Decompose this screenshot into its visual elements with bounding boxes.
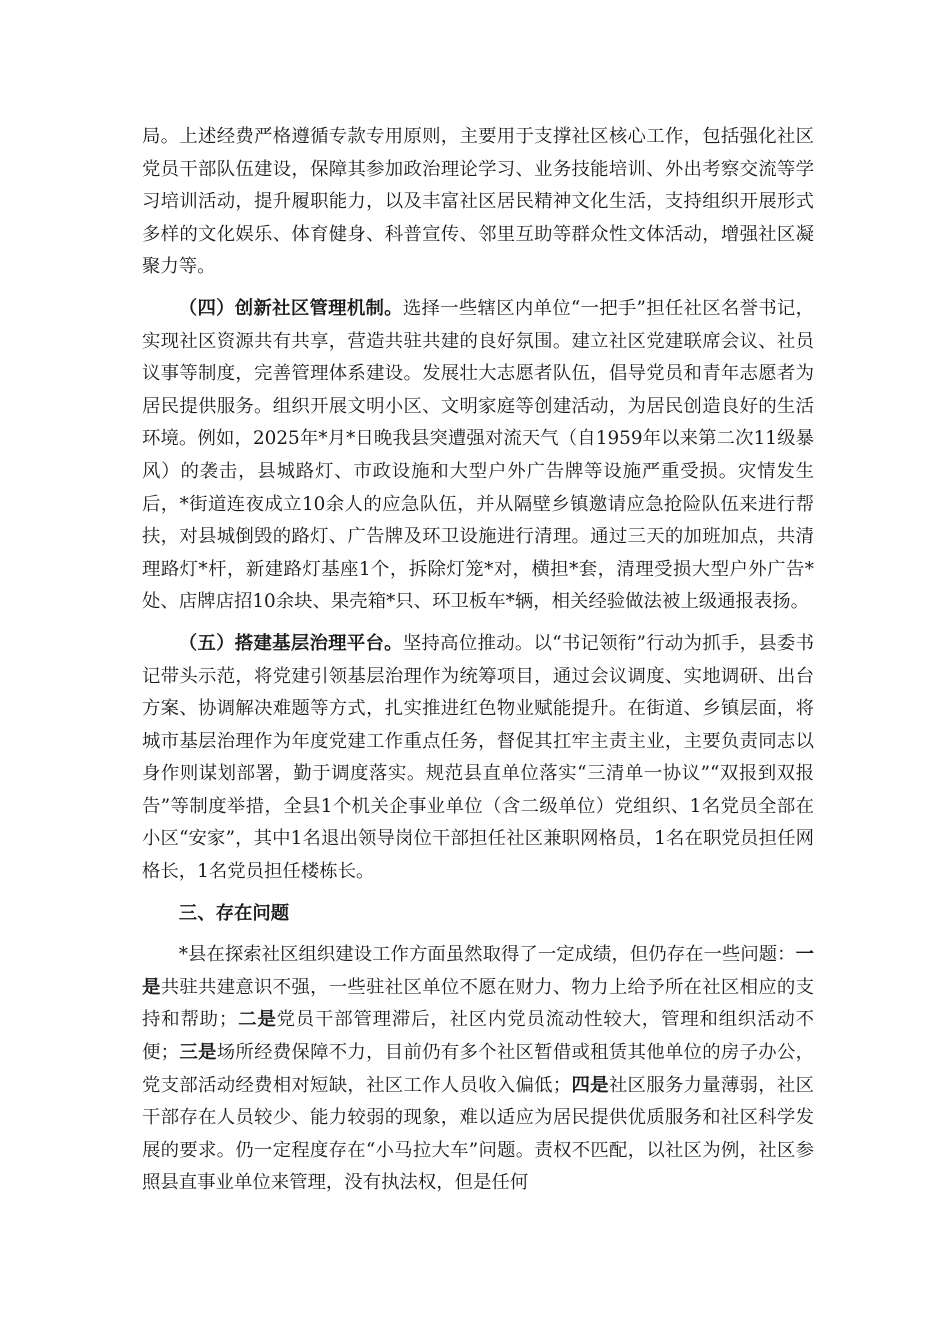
paragraph-problems (142, 939, 814, 1200)
paragraph-intro: *县在探索社区组织建设工作方面虽然取得了一定成绩，但仍存在一些问题： (178, 944, 796, 966)
problem-text-4: 社区服务力量薄弱，社区干部存在人员较少、能力较弱的现象，难以适应为居民提供优质服务和社区科学发展的要求。仍一定程度存在“小马拉大车”问题。责权不匹配，以社区为例，社区参照县直事业单位来管理，没有执法权，但是任何 (142, 1074, 814, 1194)
paragraph-lead-heading: （五）搭建基层治理平台。 (178, 632, 403, 654)
paragraph-text: 坚持高位推动。以“书记领衔”行动为抓手，县委书记带头示范，将党建引领基层治理作为统筹项目，通过会议调度、实地调研、出台方案、协调解决难题等方式，扎实推进红色物业赋能提升。在街道、乡镇层面，将城市基层治理作为年度党建工作重点任务，督促其扛牢主责主业，主要负责同志以身作则谋划部署，勤于调度落实。规范县直单位落实“三清单一协议”“双报到双报告”等制度举措，全县1个机关企事业单位（含二级单位）党组织、1名党员全部在小区“安家”，其中1名退出领导岗位干部担任社区兼职网格员，1名在职党员担任网格长，1名党员担任楼栋长。 (142, 632, 814, 883)
paragraph-funding-usage (142, 121, 814, 284)
section-heading-problems: 三、存在问题 (178, 902, 290, 924)
paragraph-text: 选择一些辖区内单位“一把手”担任社区名誉书记，实现社区资源共有共享，营造共驻共建的良好氛围。建立社区党建联席会议、社员议事等制度，完善管理体系建设。发展壮大志愿者队伍，倡导党员和青年志愿者为居民提供服务。组织开展文明小区、文明家庭等创建活动，为居民创造良好的生活环境。例如，2025年*月*日晚我县突遭强对流天气（自1959年以来第二次11级暴风）的袭击，县城路灯、市政设施和大型户外广告牌等设施严重受损。灾情发生后，*街道连夜成立10余人的应急队伍，并从隔壁乡镇邀请应急抢险队伍来进行帮扶，对县城倒毁的路灯、广告牌及环卫设施进行清理。通过三天的加班加点，共清理路灯*杆，新建路灯基座1个，拆除灯笼*对，横担*套，清理受损大型户外广告*处、店牌店招10余块、果壳箱*只、环卫板车*辆，相关经验做法被上级通报表扬。 (142, 297, 814, 613)
problem-text-2: 党员干部管理滞后，社区内党员流动性较大，管理和组织活动不便； (142, 1009, 814, 1064)
problem-text-1: 共驻共建意识不强，一些驻社区单位不愿在财力、物力上给予所在社区相应的支持和帮助； (142, 976, 814, 1031)
paragraph-governance-platform (142, 628, 814, 889)
problem-text-3: 场所经费保障不力，目前仍有多个社区暂借或租赁其他单位的房子办公，党支部活动经费相对短缺，社区工作人员收入偏低； (142, 1042, 814, 1096)
problem-lead-3: 三是 (179, 1042, 217, 1064)
paragraph-lead-heading: （四）创新社区管理机制。 (178, 297, 403, 319)
problem-lead-4: 四是 (571, 1074, 609, 1096)
paragraph-text: 局。上述经费严格遵循专款专用原则，主要用于支撑社区核心工作，包括强化社区党员干部队伍建设，保障其参加政治理论学习、业务技能培训、外出考察交流等学习培训活动，提升履职能力，以及丰富社区居民精神文化生活，支持组织开展形式多样的文化娱乐、体育健身、科普宣传、邻里互助等群众性文体活动，增强社区凝聚力等。 (142, 126, 814, 278)
paragraph-management-mechanism (142, 293, 814, 619)
problem-lead-1: 一是 (142, 944, 814, 998)
problem-lead-2: 二是 (237, 1009, 277, 1031)
document-body (142, 121, 814, 1209)
